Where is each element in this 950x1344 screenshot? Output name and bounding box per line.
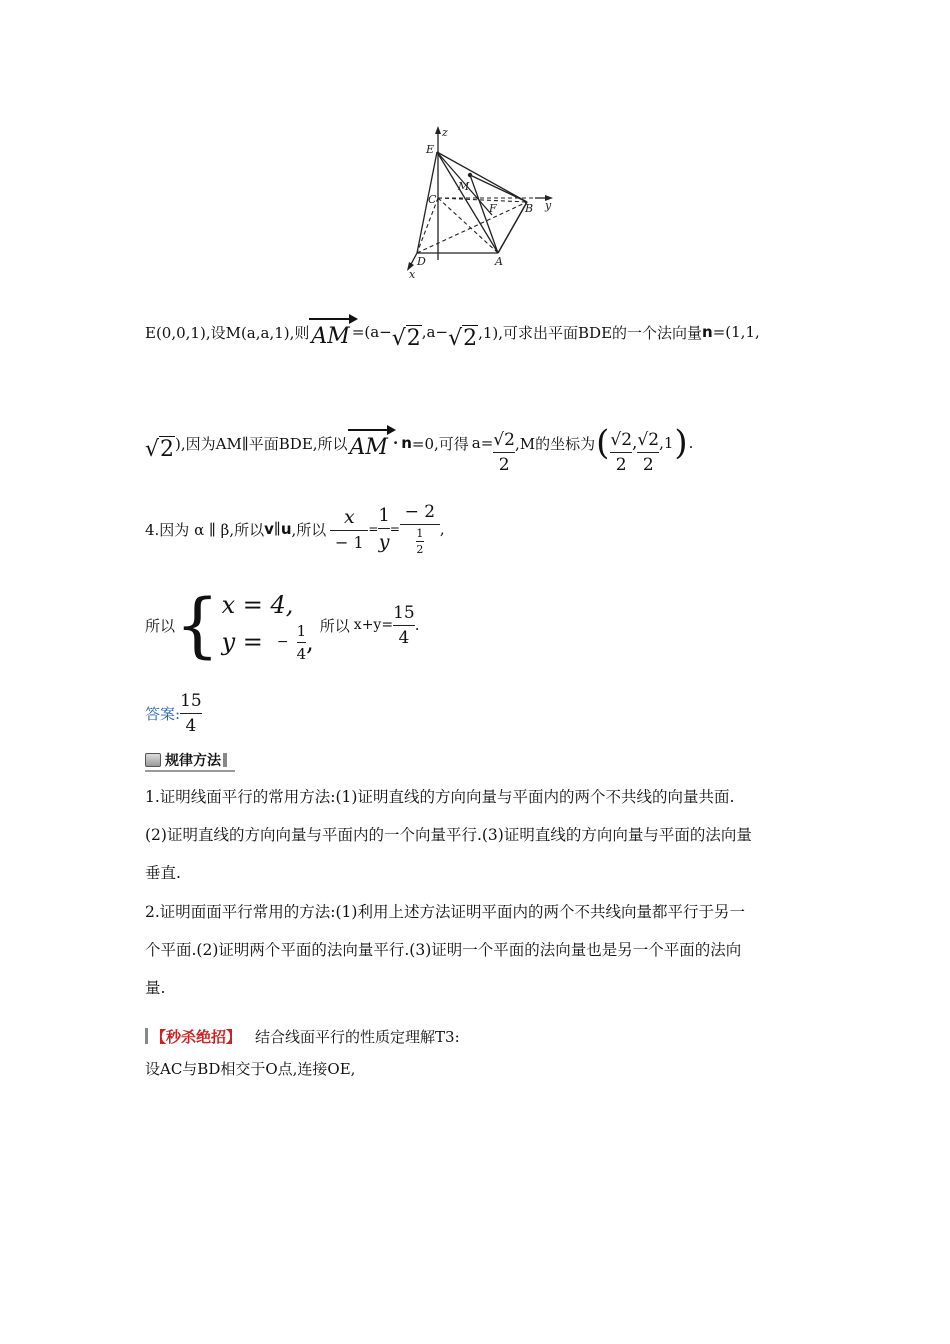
p2-line2: 个平面.(2)证明两个平面的法向量平行.(3)证明一个平面的法向量也是另一个平面的法向 [145,941,742,959]
frac-neg2-over-half: $\frac{- 2}{\frac{1}{2}}$ [400,502,440,556]
label-F: F [489,202,497,215]
frac-a: $\frac{√2}{2}$ [493,429,515,475]
line3-text2: ,所以 [291,520,327,539]
xy-eq: x+y= [353,617,394,633]
vector-AM: AM [311,324,349,349]
last-line: 设AC与BD相交于O点,连接OE, [145,1060,356,1078]
line4-text: 所以 [319,616,350,635]
system [222,588,314,663]
p1-line2: (2)证明直线的方向向量与平面内的一个向量平行.(3)证明直线的方向向量与平面的法向量 [145,826,752,844]
vector-v: v [264,520,274,538]
line1-comma-a: ,a− [421,323,449,341]
line1-n-tail: =(1,1, [712,323,760,341]
parallel-sign: ∥ [273,520,281,538]
line-3: 4.因为 α ∥ β,所以 v ∥ u ,所以 $\frac{x}{- 1}$ = $\frac{1}{y}$ = $\frac{- 2}{\frac{1}{2}}$ , [145,502,445,556]
method-icon [145,753,161,767]
line-4 [145,585,419,665]
line3-end: , [439,520,445,538]
line-1 [145,312,760,352]
method-header [145,750,227,770]
vector-AM-2: AM [350,435,388,460]
paragraph-2 [145,893,745,1007]
label-y: y [545,199,552,212]
line3-text1: 4.因为 α ∥ β,所以 [145,520,265,539]
trick-bar [145,1028,148,1044]
trick-text: 结合线面平行的性质定理解T3: [255,1027,460,1046]
sqrt-2: √2 [391,325,421,351]
geometry-figure [395,120,565,280]
normal-vector-n: n [702,323,713,341]
p1-line3: 垂直. [145,864,181,882]
p2-line3: 量. [145,979,166,997]
paragraph-1 [145,778,752,892]
answer-fraction: $\frac{15}{4}$ [180,690,202,736]
coord-tail: ,1 [659,434,674,452]
frac-x-over-neg1: $\frac{x}{- 1}$ [330,506,368,552]
label-E: E [426,143,435,156]
line4-prefix: 所以 [145,616,176,635]
answer-label: 答案: [145,704,181,723]
brace: { [175,584,220,666]
method-underline [145,770,235,772]
paren-close: ) [674,423,688,463]
line4-end: . [414,616,420,634]
label-x: x [409,268,416,280]
line1-prefix: E(0,0,1),设M(a,a,1),则 [145,323,310,342]
method-title: 规律方法 [165,753,221,769]
normal-vector-n-2: n [401,434,412,452]
paren-open: ( [596,423,610,463]
line2-end: . [688,434,694,452]
system-row1: x = 4, [221,590,294,619]
p1-line1: 1.证明线面平行的常用方法:(1)证明直线的方向向量与平面内的两个不共线的向量共面. [145,788,735,806]
label-D: D [417,255,426,268]
label-C: C [428,193,437,206]
coord-1: $\frac{√2}{2}$ [610,429,633,475]
line1-mid: =(a− [351,323,392,341]
line1-tail: ,1),可求出平面BDE的一个法向量 [478,323,703,342]
line2-text3: ,M的坐标为 [514,434,596,453]
answer-line [145,688,202,738]
label-A: A [495,255,503,268]
trick-line [145,1024,460,1048]
trick-label: 【秒杀绝招】 [151,1027,242,1046]
frac-15-4: $\frac{15}{4}$ [393,602,415,648]
dot: · [392,434,399,452]
frac-1-over-y: $\frac{1}{y}$ [378,505,390,553]
line2-text2: =0,可得 [411,434,469,453]
label-B: B [525,202,534,215]
p2-line1: 2.证明面面平行常用的方法:(1)利用上述方法证明平面内的两个不共线向量都平行于另一 [145,903,745,921]
line-2: √2 ),因为AM∥平面BDE,所以 AM · n =0,可得 a= $\frac{√2}{2}$ ,M的坐标为 ( $\frac{√2}{2}$ , $\frac{√2}{2}$ ,1 ) . [145,423,694,475]
sqrt-2-c: √2 [145,436,175,462]
coord-2: $\frac{√2}{2}$ [637,429,660,475]
system-row2: y = − $\frac{1}{4}$ , [221,621,314,663]
vector-u: u [280,520,292,538]
sqrt-2-b: √2 [448,325,478,351]
label-M: M [458,180,470,193]
a-eq: a= [471,434,494,452]
line2-text1: ),因为AM∥平面BDE,所以 [175,434,348,453]
label-z: z [442,126,448,139]
